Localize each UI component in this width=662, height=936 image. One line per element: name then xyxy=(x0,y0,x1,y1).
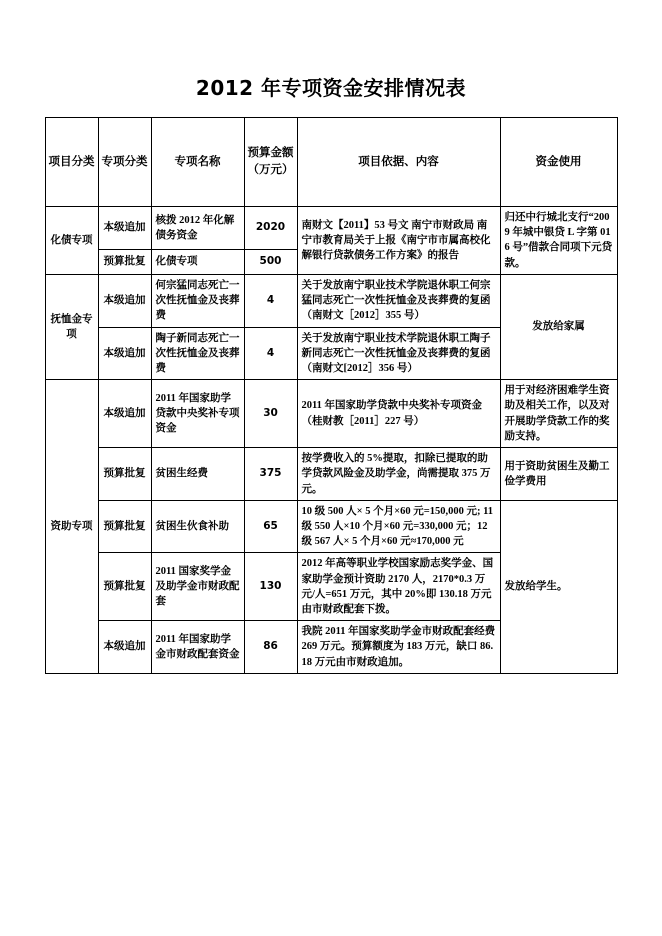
cell-basis: 关于发放南宁职业技术学院退休职工陶子新同志死亡一次性抚恤金及丧葬费的复函（南财文[2012］356 号） xyxy=(297,327,500,380)
cell-basis: 10 级 500 人× 5 个月×60 元=150,000 元; 11 级 550 人×10 个月×60 元=330,000 元；12 级 567 人× 5 个月×60 元≈170,000 元 xyxy=(297,500,500,553)
cell-name: 陶子新同志死亡一次性抚恤金及丧葬费 xyxy=(151,327,244,380)
cell-basis: 南财文【2011】53 号文 南宁市财政局 南宁市教育局关于上报《南宁市市属高校化解银行贷款债务工作方案》的报告 xyxy=(297,207,500,275)
cell-name: 贫困生经费 xyxy=(151,448,244,501)
cell-name: 2011 国家奖学金及助学金市财政配套 xyxy=(151,553,244,621)
cell-subcategory: 本级追加 xyxy=(98,274,151,327)
cell-use: 发放给学生。 xyxy=(500,500,617,673)
cell-amount: 4 xyxy=(244,274,297,327)
cell-amount: 130 xyxy=(244,553,297,621)
table-body xyxy=(45,207,617,674)
cell-category: 化债专项 xyxy=(45,207,98,275)
cell-subcategory: 本级追加 xyxy=(98,380,151,448)
cell-basis: 2012 年高等职业学校国家励志奖学金、国家助学金预计资助 2170 人，2170*0.3 万元/人=651 万元，其中 20%即 130.18 万元由市财政配套下拨。 xyxy=(297,553,500,621)
cell-basis: 我院 2011 年国家奖助学金市财政配套经费 269 万元。预算额度为 183 万元，缺口 86.18 万元由市财政追加。 xyxy=(297,621,500,674)
cell-subcategory: 预算批复 xyxy=(98,553,151,621)
cell-amount: 86 xyxy=(244,621,297,674)
cell-name: 化债专项 xyxy=(151,249,244,274)
column-header-basis: 项目依据、内容 xyxy=(297,118,500,207)
column-header-use: 资金使用 xyxy=(500,118,617,207)
cell-name: 2011 年国家助学贷款中央奖补专项资金 xyxy=(151,380,244,448)
cell-amount: 375 xyxy=(244,448,297,501)
cell-subcategory: 本级追加 xyxy=(98,621,151,674)
cell-name: 贫困生伙食补助 xyxy=(151,500,244,553)
table-header-row xyxy=(45,118,617,207)
cell-name: 何宗猛同志死亡一次性抚恤金及丧葬费 xyxy=(151,274,244,327)
cell-amount: 4 xyxy=(244,327,297,380)
table-row xyxy=(45,207,617,250)
page-title: 2012 年专项资金安排情况表 xyxy=(195,76,467,100)
cell-amount: 2020 xyxy=(244,207,297,250)
cell-use: 用于资助贫困生及勤工俭学费用 xyxy=(500,448,617,501)
cell-subcategory: 预算批复 xyxy=(98,249,151,274)
cell-use: 归还中行城北支行“2009 年城中银贷 L 字第 016 号”借款合同项下元贷款。 xyxy=(500,207,617,275)
cell-basis: 2011 年国家助学贷款中央奖补专项资金（桂财教［2011］227 号） xyxy=(297,380,500,448)
table-row xyxy=(45,500,617,553)
cell-subcategory: 本级追加 xyxy=(98,327,151,380)
cell-category: 资助专项 xyxy=(45,380,98,674)
cell-name: 核拨 2012 年化解债务资金 xyxy=(151,207,244,250)
cell-use: 发放给家属 xyxy=(500,274,617,379)
cell-amount: 65 xyxy=(244,500,297,553)
table-row xyxy=(45,380,617,448)
column-header-name: 专项名称 xyxy=(151,118,244,207)
cell-basis: 关于发放南宁职业技术学院退休职工何宗猛同志死亡一次性抚恤金及丧葬费的复函（南财文［2012］355 号） xyxy=(297,274,500,327)
cell-subcategory: 预算批复 xyxy=(98,500,151,553)
cell-subcategory: 本级追加 xyxy=(98,207,151,250)
column-header-category: 项目分类 xyxy=(45,118,98,207)
cell-subcategory: 预算批复 xyxy=(98,448,151,501)
cell-amount: 500 xyxy=(244,249,297,274)
cell-amount: 30 xyxy=(244,380,297,448)
column-header-amount: 预算金额（万元） xyxy=(244,118,297,207)
fund-allocation-table xyxy=(45,117,618,674)
table-row xyxy=(45,274,617,327)
cell-category: 抚恤金专项 xyxy=(45,274,98,379)
column-header-subcategory: 专项分类 xyxy=(98,118,151,207)
table-row xyxy=(45,448,617,501)
cell-name: 2011 年国家助学金市财政配套资金 xyxy=(151,621,244,674)
cell-basis: 按学费收入的 5%提取，扣除已提取的助学贷款风险金及助学金，尚需提取 375 万元。 xyxy=(297,448,500,501)
cell-use: 用于对经济困难学生资助及相关工作，以及对开展助学贷款工作的奖励支持。 xyxy=(500,380,617,448)
table-header xyxy=(45,118,617,207)
